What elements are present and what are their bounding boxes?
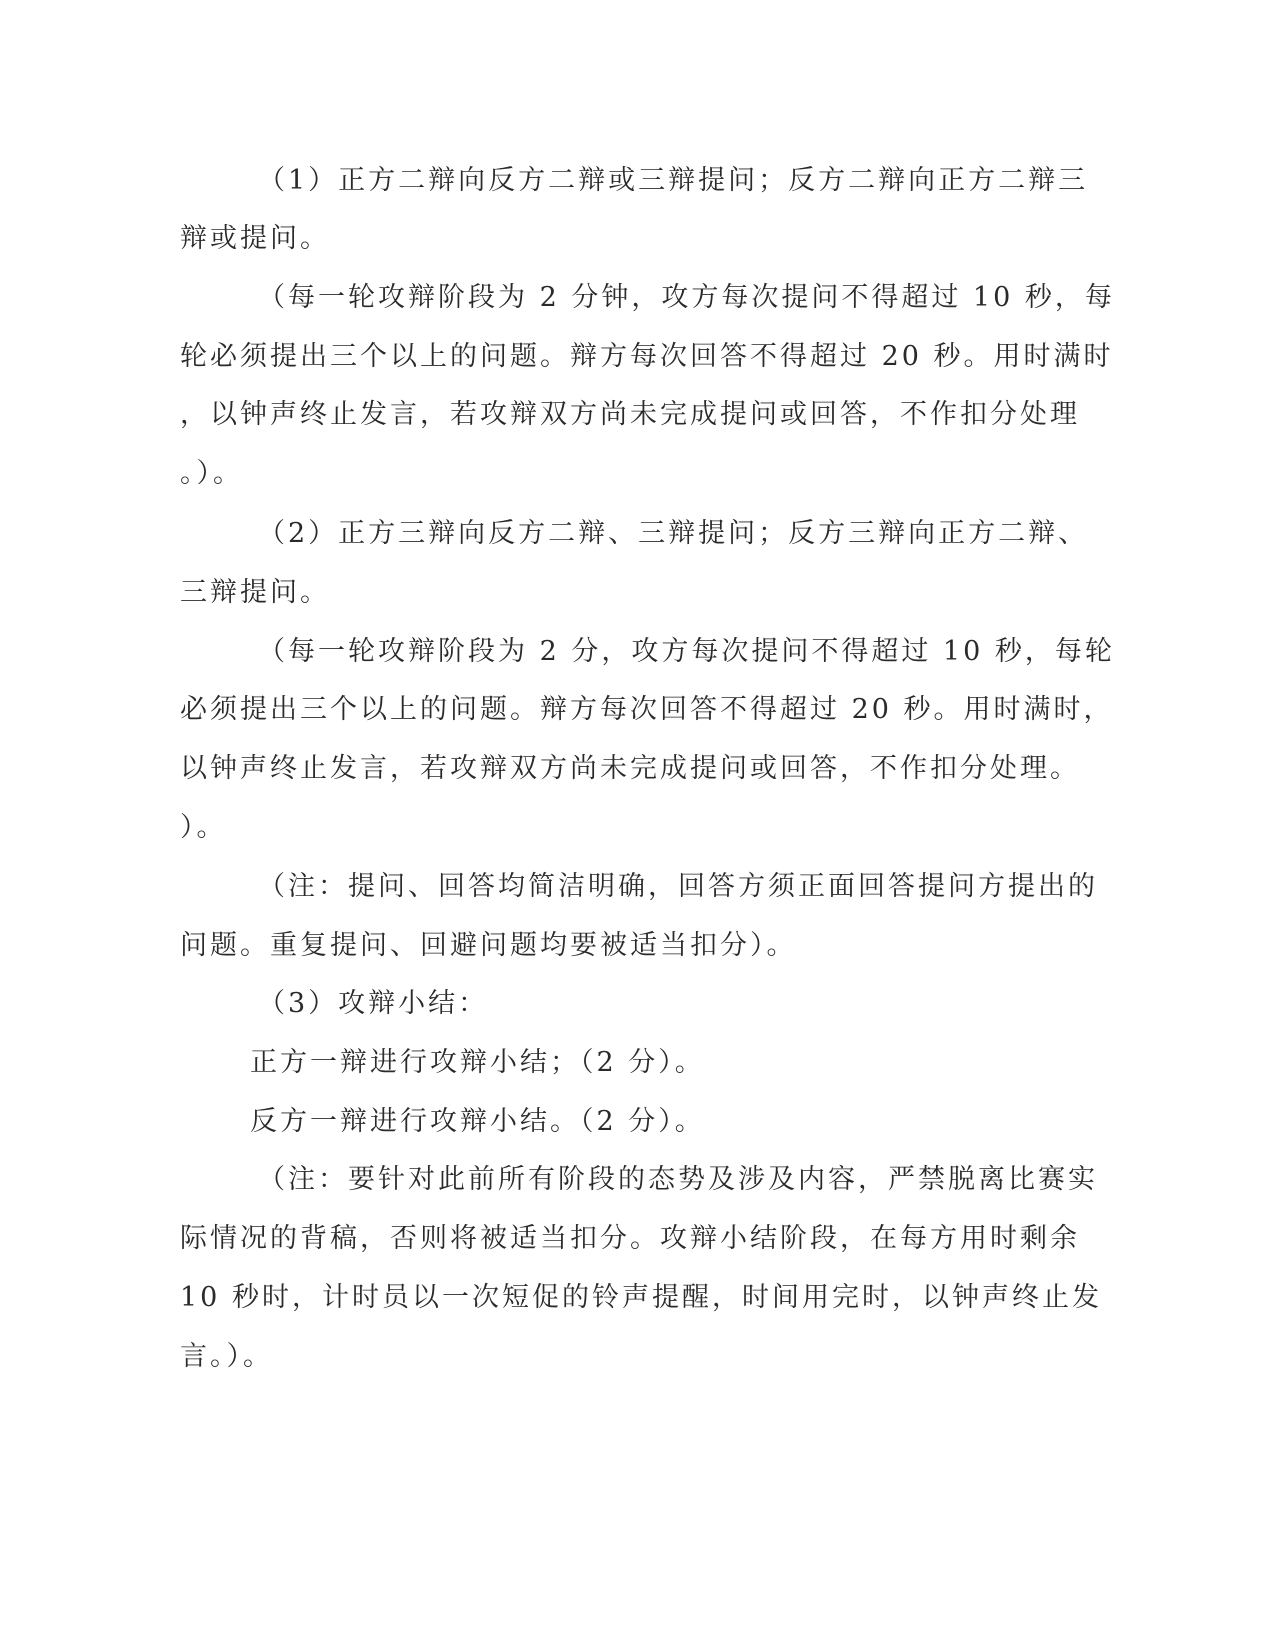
text-line-16: 正方一辩进行攻辩小结；（2 分）。 — [250, 1047, 705, 1078]
text-line-7: （2）正方三辩向反方二辩、三辩提问；反方三辩向正方二辩、 — [258, 518, 1089, 549]
text-line-20: 10 秒时，计时员以一次短促的铃声提醒，时间用完时，以钟声终止发 — [180, 1282, 1102, 1313]
text-line-14: 问题。重复提问、回避问题均要被适当扣分）。 — [180, 930, 797, 961]
text-line-2: 辩或提问。 — [180, 223, 330, 254]
text-line-6: 。）。 — [180, 458, 243, 489]
text-line-1: （1）正方二辩向反方二辩或三辩提问；反方二辩向正方二辩三 — [258, 165, 1089, 196]
text-line-11: 以钟声终止发言，若攻辩双方尚未完成提问或回答，不作扣分处理。 — [180, 753, 1080, 784]
text-line-10: 必须提出三个以上的问题。辩方每次回答不得超过 20 秒。用时满时， — [180, 694, 1114, 725]
text-line-17: 反方一辩进行攻辩小结。（2 分）。 — [250, 1106, 705, 1137]
text-line-4: 轮必须提出三个以上的问题。辩方每次回答不得超过 20 秒。用时满时 — [180, 341, 1114, 372]
text-line-15: （3）攻辩小结： — [258, 988, 489, 1019]
text-line-19: 际情况的背稿，否则将被适当扣分。攻辩小结阶段，在每方用时剩余 — [180, 1223, 1080, 1254]
text-line-3: （每一轮攻辩阶段为 2 分钟，攻方每次提问不得超过 10 秒，每 — [258, 282, 1115, 313]
text-line-9: （每一轮攻辩阶段为 2 分，攻方每次提问不得超过 10 秒，每轮 — [258, 636, 1115, 667]
text-line-21: 言。）。 — [180, 1341, 273, 1372]
text-line-13: （注：提问、回答均简洁明确，回答方须正面回答提问方提出的 — [258, 871, 1098, 902]
text-line-8: 三辩提问。 — [180, 577, 330, 608]
text-line-12: ）。 — [180, 812, 227, 843]
text-line-5: ，以钟声终止发言，若攻辩双方尚未完成提问或回答，不作扣分处理 — [180, 399, 1080, 430]
text-line-18: （注：要针对此前所有阶段的态势及涉及内容，严禁脱离比赛实 — [258, 1164, 1098, 1195]
